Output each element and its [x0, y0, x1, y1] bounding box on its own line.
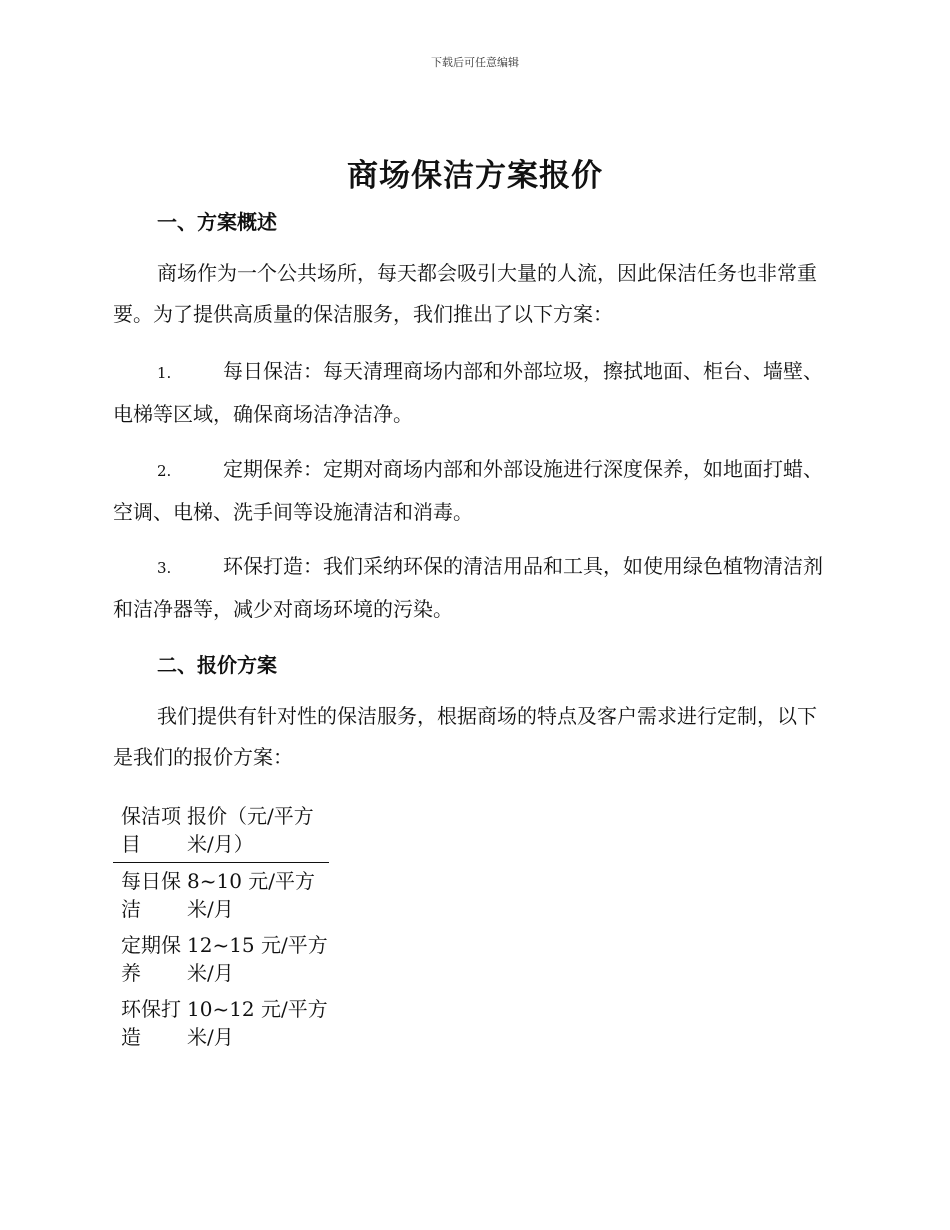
table-row [113, 863, 329, 928]
list-item-number: 3. [157, 559, 172, 577]
price-table [113, 800, 329, 1055]
list-item-number: 1. [157, 364, 172, 382]
list-item-text: 每日保洁：每天清理商场内部和外部垃圾，擦拭地面、柜台、墙壁、电梯等区域，确保商场洁净洁净。 [113, 359, 823, 426]
section-heading-pricing: 二、报价方案 [157, 653, 277, 677]
header-note: 下载后可任意编辑 [431, 56, 519, 69]
table-cell-price: 12~15 元/平方米/月 [187, 933, 328, 985]
table-row [113, 991, 329, 1055]
document-title: 商场保洁方案报价 [347, 158, 603, 194]
list-item-text: 定期保养：定期对商场内部和外部设施进行深度保养，如地面打蜡、空调、电梯、洗手间等设施清洁和消毒。 [113, 457, 823, 524]
list-item [113, 351, 833, 435]
table-cell-item: 定期保养 [121, 933, 181, 985]
table-row [113, 927, 329, 991]
table-header-price: 报价（元/平方米/月） [187, 804, 314, 856]
list-item-number: 2. [157, 462, 172, 480]
list-item [113, 449, 833, 533]
table-cell-item: 每日保洁 [121, 869, 181, 921]
table-cell-item: 环保打造 [121, 997, 181, 1049]
pricing-paragraph: 我们提供有针对性的保洁服务，根据商场的特点及客户需求进行定制，以下是我们的报价方案： [113, 704, 817, 769]
table-cell-price: 10~12 元/平方米/月 [187, 997, 328, 1049]
table-cell-price: 8~10 元/平方米/月 [187, 869, 316, 921]
overview-paragraph: 商场作为一个公共场所，每天都会吸引大量的人流，因此保洁任务也非常重要。为了提供高质量的保洁服务，我们推出了以下方案： [113, 261, 817, 326]
list-item [113, 546, 833, 630]
table-header-row [113, 800, 329, 863]
section-heading-overview: 一、方案概述 [157, 210, 277, 234]
list-item-text: 环保打造：我们采纳环保的清洁用品和工具，如使用绿色植物清洁剂和洁净器等，减少对商场环境的污染。 [113, 554, 823, 621]
table-header-item: 保洁项目 [121, 804, 181, 856]
